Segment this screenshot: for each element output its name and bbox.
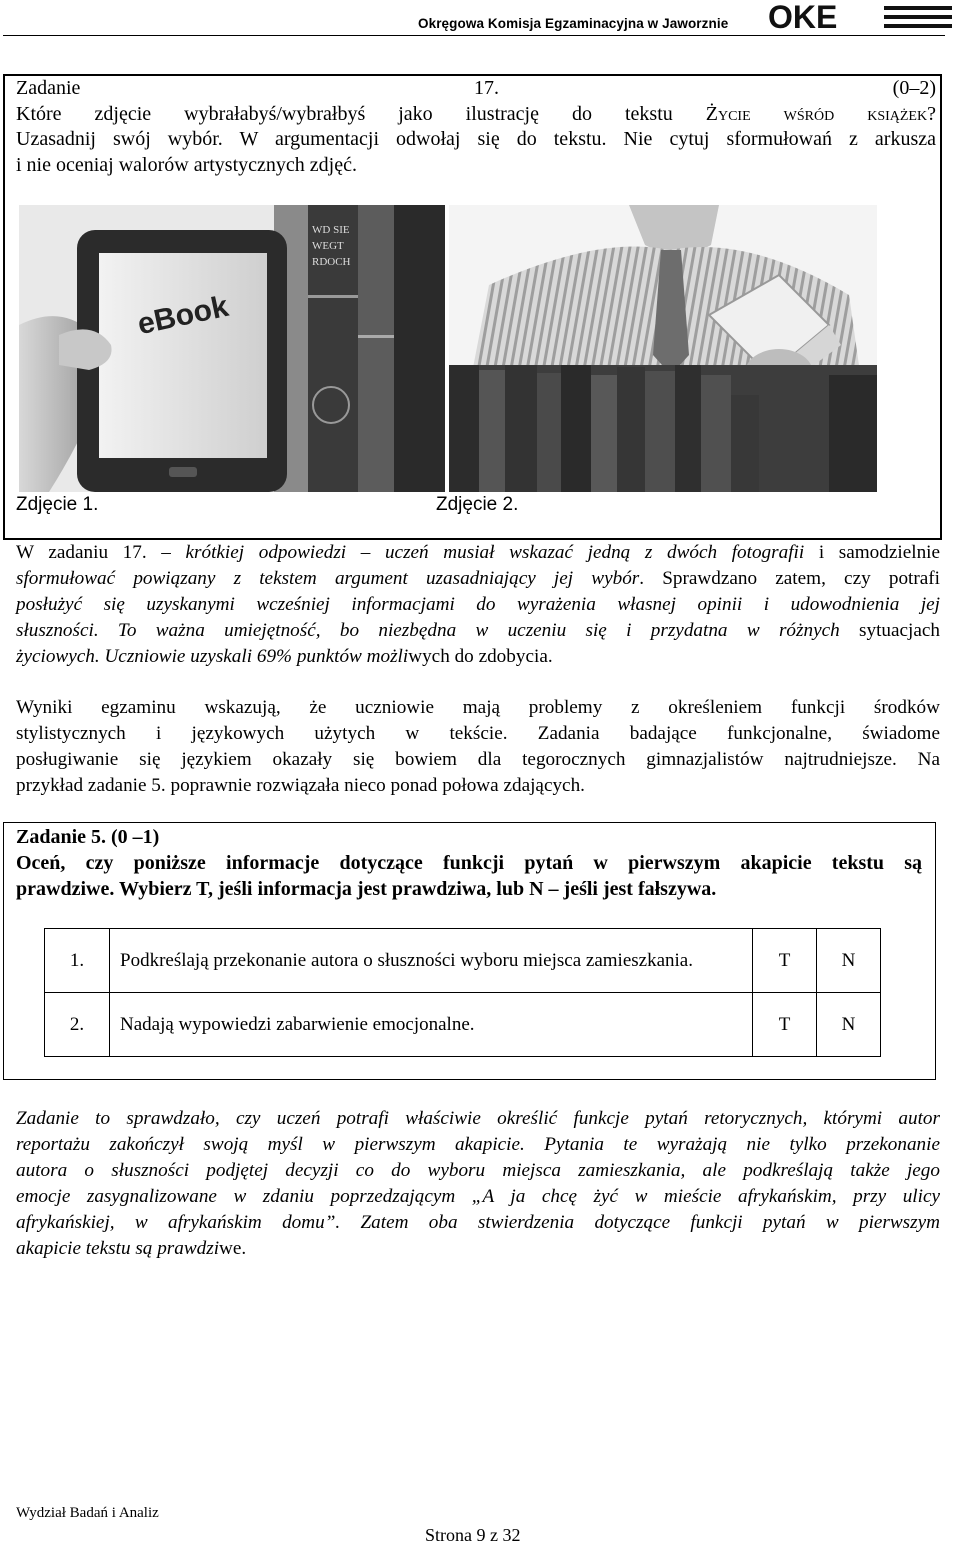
results-line-1: Wyniki egzaminu wskazują, że uczniowie mają problemy z określeniem funkcji środków bbox=[16, 697, 940, 718]
commentary-task5 bbox=[16, 1106, 940, 1262]
option-true[interactable]: T bbox=[753, 929, 817, 993]
header-organization: Okręgowa Komisja Egzaminacyjna w Jaworznie bbox=[418, 16, 729, 31]
logo-lettering: OKE bbox=[768, 2, 838, 32]
commentary17-line-2: sformułować powiązany z tekstem argument uzasadniający jej wybór. Sprawdzano zatem, czy potrafi bbox=[16, 568, 940, 589]
photo-man-reading bbox=[449, 205, 877, 492]
text-title-smallcaps: Życie wśród książek bbox=[705, 102, 928, 125]
task17-title: Zadanie 17. (0–2) bbox=[16, 77, 936, 99]
commentary17-line-5: życiowych. Uczniowie uzyskali 69% punktów możliwych do zdobycia. bbox=[16, 646, 553, 667]
footer-department: Wydział Badań i Analiz bbox=[16, 1505, 159, 1521]
task17-instruction-2: i nie oceniaj walorów artystycznych zdjęć. bbox=[16, 153, 357, 176]
commentary17-line-1: W zadaniu 17. – krótkiej odpowiedzi – uczeń musiał wskazać jedną z dwóch fotografii i samodzielnie bbox=[16, 542, 941, 563]
task17-question: Które zdjęcie wybrałabyś/wybrałbyś jako ilustrację do tekstu Życie wśród książek? bbox=[16, 102, 936, 125]
results-line-3: posługiwanie się językiem okazały się bowiem dla tegorocznych gimnazjalistów najtrudniejsze. Na bbox=[16, 749, 940, 770]
task5-title: Zadanie 5. (0 –1) bbox=[16, 826, 160, 848]
commentary17-line-3: posłużyć się uzyskanymi wcześniej informacjami do wyrażenia własnej opinii i udowodnienia jej bbox=[16, 594, 940, 615]
row-number: 1. bbox=[45, 929, 110, 993]
commentary5-line-5: afrykańskiej, w afrykańskim domu”. Zatem oba stwierdzenia dotyczące funkcji pytań w pierwszym bbox=[16, 1212, 940, 1233]
page-number: Strona 9 z 32 bbox=[425, 1525, 521, 1545]
task17-text bbox=[16, 76, 936, 178]
table-row bbox=[45, 929, 881, 993]
option-false[interactable]: N bbox=[817, 993, 881, 1057]
option-false[interactable]: N bbox=[817, 929, 881, 993]
results-line-2: stylistycznych i językowych użytych w tekście. Zadania badające funkcjonalne, świadome bbox=[16, 723, 940, 744]
svg-text:WD SIE: WD SIE bbox=[312, 224, 350, 236]
row-statement: Nadają wypowiedzi zabarwienie emocjonalne. bbox=[110, 993, 753, 1057]
task5-instruction-2: prawdziwe. Wybierz T, jeśli informacja jest prawdziwa, lub N – jeśli jest fałszywa. bbox=[16, 878, 717, 900]
task5-text bbox=[16, 824, 922, 902]
commentary5-line-1: Zadanie to sprawdzało, czy uczeń potrafi właściwie określić funkcje pytań retorycznych, którymi autor bbox=[16, 1108, 940, 1129]
svg-text:eBook: eBook bbox=[134, 289, 232, 342]
photo2-caption: Zdjęcie 2. bbox=[436, 494, 519, 515]
photo-ebook bbox=[19, 205, 445, 492]
task17-instruction-1: Uzasadnij swój wybór. W argumentacji odwołaj się do tekstu. Nie cytuj sformułowań z arkusza bbox=[16, 128, 936, 150]
commentary5-line-2: reportażu zakończył swoją myśl w pierwszym akapicie. Pytania te wyrażają nie tylko przekonanie bbox=[16, 1134, 940, 1155]
svg-text:RDOCH: RDOCH bbox=[312, 256, 351, 268]
row-number: 2. bbox=[45, 993, 110, 1057]
photo1-caption: Zdjęcie 1. bbox=[16, 494, 99, 515]
commentary17-line-4: słuszności. To ważna umiejętność, bo niezbędna w uczeniu się i przydatna w różnych sytuacjach bbox=[16, 620, 940, 641]
svg-text:WEGT: WEGT bbox=[312, 240, 344, 252]
results-line-4: przykład zadanie 5. poprawnie rozwiązała nieco ponad połowa zdających. bbox=[16, 775, 585, 796]
commentary5-line-3: autora o słuszności podjętej decyzji co do wyboru miejsca zamieszkania, ale podkreślają także jego bbox=[16, 1160, 940, 1181]
header-divider bbox=[3, 35, 945, 36]
task5-instruction-1: Oceń, czy poniższe informacje dotyczące funkcji pytań w pierwszym akapicie tekstu są bbox=[16, 852, 922, 874]
commentary-task17 bbox=[16, 540, 940, 670]
commentary5-line-6: akapicie tekstu są prawdziwe. bbox=[16, 1238, 247, 1259]
option-true[interactable]: T bbox=[753, 993, 817, 1057]
results-paragraph bbox=[16, 695, 940, 799]
true-false-table bbox=[44, 928, 881, 1057]
commentary5-line-4: emocje zasygnalizowane w zdaniu poprzedzającym „A ja chcę żyć w mieście afrykańskim, przy ulicy bbox=[16, 1186, 940, 1207]
table-row bbox=[45, 993, 881, 1057]
oke-logo bbox=[766, 2, 956, 32]
row-statement: Podkreślają przekonanie autora o słuszności wyboru miejsca zamieszkania. bbox=[110, 929, 753, 993]
